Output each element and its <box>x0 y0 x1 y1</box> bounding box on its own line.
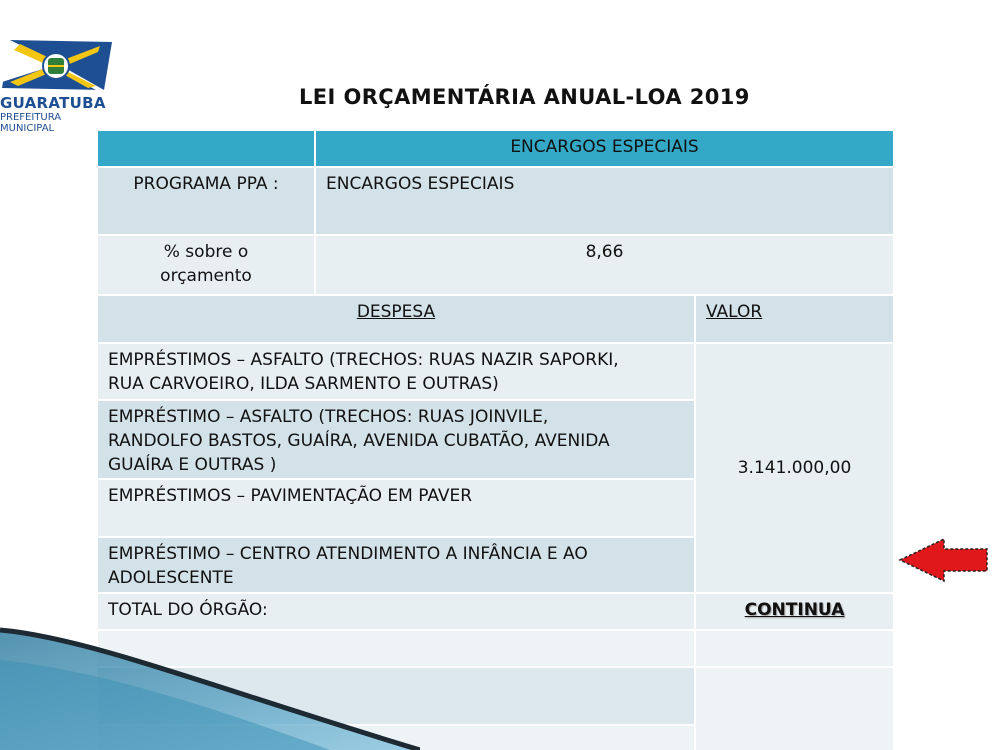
programa-value: ENCARGOS ESPECIAIS <box>316 168 893 234</box>
despesa-item-line: RUA CARVOEIRO, ILDA SARMENTO E OUTRAS) <box>108 374 499 394</box>
empty-row-cell <box>696 631 893 666</box>
total-label: TOTAL DO ÓRGÃO: <box>98 594 694 629</box>
guaratuba-flag-icon <box>0 32 118 96</box>
valor-column-header: VALOR <box>696 296 893 342</box>
despesa-item <box>98 538 694 592</box>
despesa-item-line: EMPRÉSTIMO – ASFALTO (TRECHOS: RUAS JOINVILE, <box>108 407 549 427</box>
continua-link[interactable]: CONTINUA <box>744 600 845 620</box>
header-encargos: ENCARGOS ESPECIAIS <box>316 131 893 166</box>
red-left-arrow-icon <box>898 537 990 583</box>
despesa-item-line: RANDOLFO BASTOS, GUAÍRA, AVENIDA CUBATÃO, AVENIDA <box>108 431 610 451</box>
despesa-item-line: GUAÍRA E OUTRAS ) <box>108 455 277 475</box>
logo-name: GUARATUBA <box>0 94 106 112</box>
despesa-column-header: DESPESA <box>98 296 694 342</box>
decorative-swoosh <box>0 600 420 750</box>
despesa-item-line: EMPRÉSTIMOS – PAVIMENTAÇÃO EM PAVER <box>108 486 473 506</box>
percent-value: 8,66 <box>316 236 893 294</box>
despesa-item <box>98 401 694 478</box>
percent-label <box>98 236 314 294</box>
percent-label-line2: orçamento <box>160 266 252 286</box>
valor-total-cell <box>696 344 893 592</box>
valor-amount: 3.141.000,00 <box>737 458 852 478</box>
continua-link-cell[interactable] <box>696 594 893 629</box>
despesa-item-line: ADOLESCENTE <box>108 568 234 588</box>
despesa-item-line: EMPRÉSTIMO – CENTRO ATENDIMENTO A INFÂNCIA E AO <box>108 544 588 564</box>
page-title: LEI ORÇAMENTÁRIA ANUAL-LOA 2019 <box>299 85 750 109</box>
despesa-item <box>98 480 694 536</box>
despesa-item <box>98 344 694 399</box>
despesa-item-line: EMPRÉSTIMOS – ASFALTO (TRECHOS: RUAS NAZIR SAPORKI, <box>108 350 619 370</box>
empty-row-cell <box>696 668 893 750</box>
header-empty-cell <box>98 131 314 166</box>
guaratuba-logo <box>0 32 118 134</box>
percent-label-line1: % sobre o <box>163 242 249 262</box>
logo-subtitle: PREFEITURA MUNICIPAL <box>0 112 62 134</box>
programa-label: PROGRAMA PPA : <box>98 168 314 234</box>
